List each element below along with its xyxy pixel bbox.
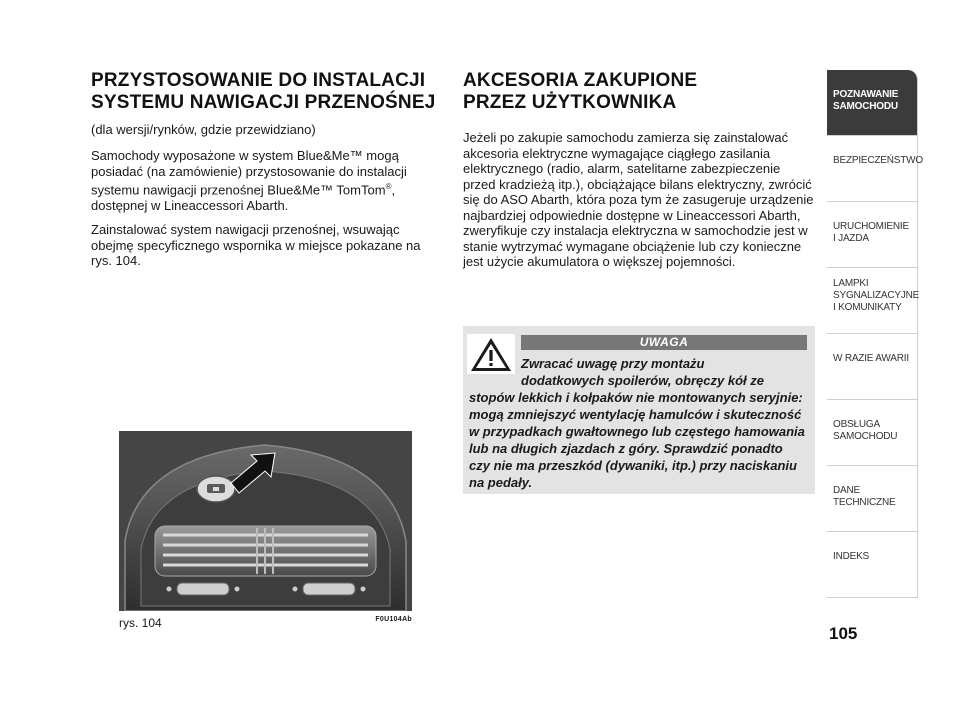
tab-w-razie-awarii[interactable]: W RAZIE AWARII — [827, 334, 918, 400]
page-number: 105 — [829, 624, 858, 643]
tab-bezpieczenstwo[interactable]: BEZPIECZEŃSTWO — [827, 136, 918, 202]
tab-obsluga-samochodu[interactable]: OBSŁUGA SAMOCHODU — [827, 400, 918, 466]
warning-box — [463, 326, 815, 494]
section-subtitle: (dla wersji/rynków, gdzie przewidziano) — [91, 122, 316, 137]
tab-uruchomienie-i-jazda[interactable]: URUCHOMIENIE I JAZDA — [827, 202, 918, 268]
warning-text: Zwracać uwagę przy montażu dodatkowych spoilerów, obręczy kół ze stopów lekkich i kołpaków nie montowanych seryjnie: mogą zmniejszyć wentylację hamulców i skuteczność w przypadkach gwałtownego lub częstego hamowania lub na długich zjazdach z góry. Sprawdzić ponadto czy nie ma przeszkód (dywaniki, itp.) przy naciskaniu na pedały. — [469, 356, 805, 490]
middle-column — [463, 70, 815, 279]
paragraph-accessories: Jeżeli po zakupie samochodu zamierza się zainstalować akcesoria elektryczne wymagające ciągłego zasilania elektrycznego (radio, alarm, satelitarne zabezpieczenie przed kradzieżą itp.), obciążające bilans elektryczny, zwrócić się do ASO Abarth, która poza tym że zasugeruje urządzenie najbardziej odpowiednie dostępne w Lineaccessori Abarth, zweryfikuje czy instalacja elektryczna w samochodzie jest w stanie wytrzymać wymagane obciążenie lub czy konieczne jest użycie akumulatora o większej pojemności. — [463, 130, 814, 269]
dashboard-vent-illustration — [119, 431, 412, 611]
section-title-navigation: PRZYSTOSOWANIE DO INSTALACJI SYSTEMU NAWIGACJI PRZENOŚNEJ — [91, 70, 436, 113]
paragraph-blueme: Samochody wyposażone w system Blue&Me™ mogą posiadać (na zamówienie) przystosowanie do instalacji systemu nawigacji przenośnej Blue&Me™ TomTom®, dostępnej w Lineaccessori Abarth. — [91, 148, 407, 213]
figure-caption: rys. 104 F0U104Ab — [119, 616, 412, 630]
figure-dashboard-vent — [119, 431, 412, 611]
tab-dane-techniczne[interactable]: DANE TECHNICZNE — [827, 466, 918, 532]
chapter-tabs — [827, 70, 923, 598]
left-column — [91, 70, 441, 278]
tab-lampki-sygnalizacyjne[interactable]: LAMPKI SYGNALIZACYJNE I KOMUNIKATY — [827, 268, 918, 334]
section-title-accessories: AKCESORIA ZAKUPIONE PRZEZ UŻYTKOWNIKA — [463, 70, 698, 113]
tab-indeks[interactable]: INDEKS — [827, 532, 918, 598]
figure-code: F0U104Ab — [375, 616, 412, 623]
warning-label: UWAGA — [521, 335, 807, 350]
tab-poznawanie-samochodu[interactable]: POZNAWANIE SAMOCHODU — [827, 70, 918, 136]
paragraph-install: Zainstalować system nawigacji przenośnej, wsuwając obejmę specyficznego wspornika w miejsce pokazane na rys. 104. — [91, 222, 421, 269]
